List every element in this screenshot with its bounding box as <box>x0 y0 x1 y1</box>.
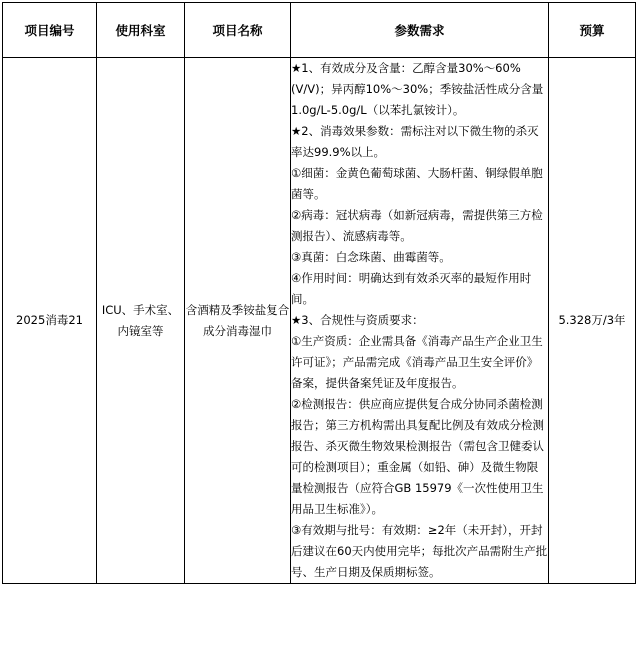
param-line: ④作用时间：明确达到有效杀灭率的最短作用时间。 <box>291 271 532 306</box>
cell-project-code: 2025消毒21 <box>3 58 97 584</box>
param-line: ①生产资质：企业需具备《消毒产品生产企业卫生许可证》；产品需完成《消毒产品卫生安全评价》备案，提供备案凭证及年度报告。 <box>291 334 543 390</box>
table-row <box>3 58 636 584</box>
header-department: 使用科室 <box>97 3 185 58</box>
cell-project-name: 含酒精及季铵盐复合成分消毒湿巾 <box>185 58 291 584</box>
param-line: ③真菌：白念珠菌、曲霉菌等。 <box>291 250 451 264</box>
cell-budget: 5.328万/3年 <box>549 58 636 584</box>
param-line: ③有效期与批号：有效期：≥2年（未开封），开封后建议在60天内使用完毕；每批次产品需附生产批号、生产日期及保质期标签。 <box>291 523 548 579</box>
cell-parameters <box>291 58 549 584</box>
param-line: ★2、消毒效果参数：需标注对以下微生物的杀灭率达99.9%以上。 <box>291 124 539 159</box>
param-line: ②检测报告：供应商应提供复合成分协同杀菌检测报告；第三方机构需出具复配比例及有效成分检测报告、杀灭微生物效果检测报告（需包含卫健委认可的检测项目）；重金属（如铅、砷）及微生物限量检测报告（应符合GB 15979《一次性使用卫生用品卫生标准》）。 <box>291 397 544 516</box>
header-parameters: 参数需求 <box>291 3 549 58</box>
cell-department: ICU、手术室、内镜室等 <box>97 58 185 584</box>
param-line: ②病毒：冠状病毒（如新冠病毒，需提供第三方检测报告）、流感病毒等。 <box>291 208 543 243</box>
header-project-name: 项目名称 <box>185 3 291 58</box>
header-project-code: 项目编号 <box>3 3 97 58</box>
param-line: ①细菌：金黄色葡萄球菌、大肠杆菌、铜绿假单胞菌等。 <box>291 166 543 201</box>
header-budget: 预算 <box>549 3 636 58</box>
procurement-table <box>2 2 636 584</box>
param-line: ★3、合规性与资质要求： <box>291 313 424 327</box>
param-line: ★1、有效成分及含量：乙醇含量30%～60%(V/V)；异丙醇10%～30%；季铵盐活性成分含量1.0g/L-5.0g/L（以苯扎氯铵计）。 <box>291 61 544 117</box>
header-row <box>3 3 636 58</box>
